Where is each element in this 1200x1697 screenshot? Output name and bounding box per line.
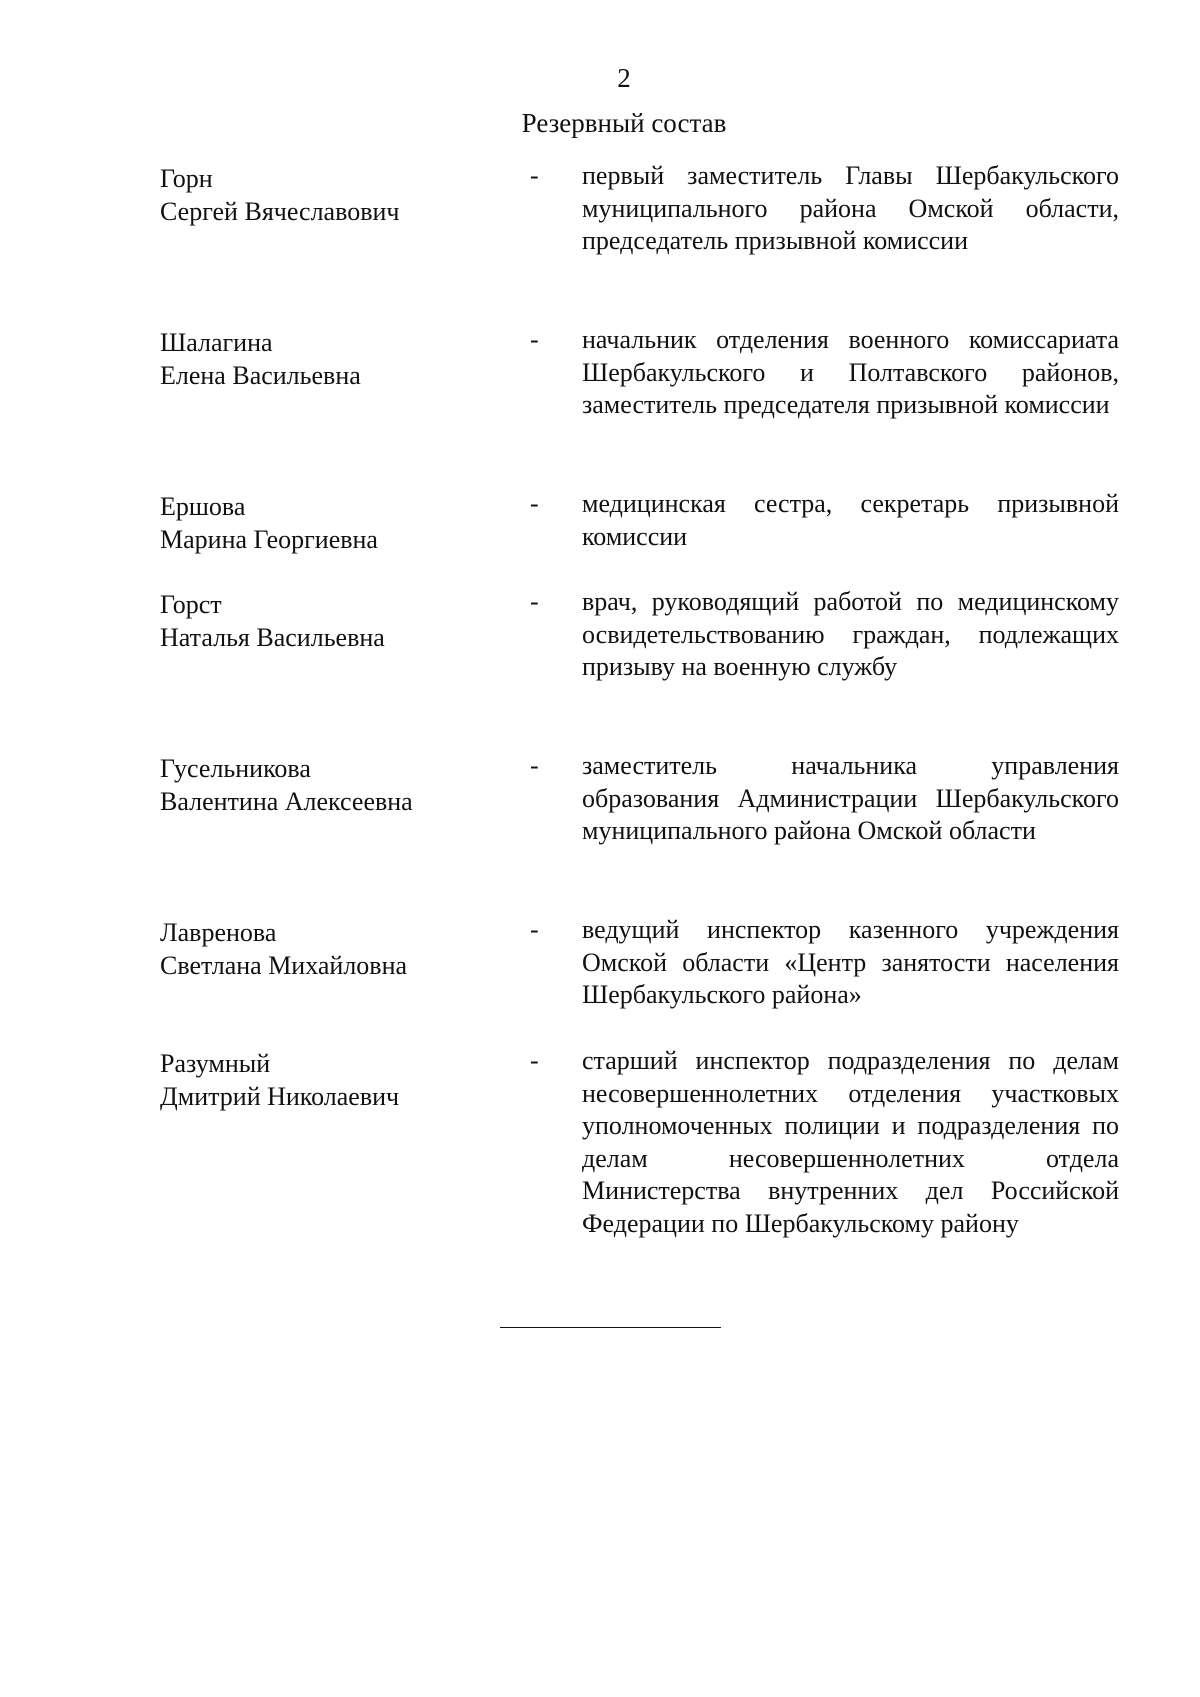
- member-role: начальник отделения военного комиссариата Шербакульского и Полтавского районов, заместитель председателя призывной комиссии: [582, 325, 1119, 419]
- page-number: 2: [617, 63, 631, 93]
- member-name: [160, 163, 490, 228]
- member-name: [160, 917, 490, 982]
- member-role: старший инспектор подразделения по делам несовершеннолетних отделения участковых уполномоченных полиции и подразделения по делам несовершеннолетних отдела Министерства внутренних дел Российской Федерации по Шербакульскому району: [582, 1046, 1119, 1238]
- member-given-names: Марина Георгиевна: [160, 524, 378, 554]
- member-dash: -: [530, 751, 539, 780]
- member-name: [160, 491, 490, 556]
- end-divider-line: [500, 1327, 721, 1328]
- member-row: [0, 488, 1200, 586]
- member-given-names: Валентина Алексеевна: [160, 786, 413, 816]
- member-surname: Горн: [160, 164, 213, 193]
- member-surname: Разумный: [160, 1049, 271, 1078]
- section-title: Резервный состав: [521, 108, 727, 138]
- member-dash: -: [530, 915, 539, 944]
- member-row: [0, 160, 1200, 324]
- member-row: [0, 324, 1200, 488]
- member-surname: Ершова: [160, 492, 246, 521]
- member-row: [0, 914, 1200, 1045]
- member-given-names: Наталья Васильевна: [160, 622, 385, 652]
- member-row: [0, 1045, 1200, 1285]
- member-dash: -: [530, 587, 539, 616]
- member-role: врач, руководящий работой по медицинскому освидетельствованию граждан, подлежащих призыву на военную службу: [582, 587, 1119, 681]
- member-name: [160, 1048, 490, 1113]
- member-dash: -: [530, 1046, 539, 1075]
- member-dash: -: [530, 161, 539, 190]
- member-surname: Лавренова: [160, 918, 277, 947]
- member-surname: Горст: [160, 590, 222, 619]
- member-row: [0, 750, 1200, 914]
- member-surname: Гусельникова: [160, 754, 311, 783]
- member-role: заместитель начальника управления образования Администрации Шербакульского муниципального района Омской области: [582, 751, 1119, 845]
- member-list: [0, 160, 1200, 1285]
- member-dash: -: [530, 325, 539, 354]
- member-role: ведущий инспектор казенного учреждения Омской области «Центр занятости населения Шербакульского района»: [582, 915, 1119, 1009]
- member-name: [160, 327, 490, 392]
- member-role: первый заместитель Главы Шербакульского муниципального района Омской области, председатель призывной комиссии: [582, 161, 1119, 255]
- member-dash: -: [530, 489, 539, 518]
- member-given-names: Сергей Вячеславович: [160, 196, 400, 226]
- member-name: [160, 753, 490, 818]
- member-surname: Шалагина: [160, 328, 273, 357]
- member-given-names: Дмитрий Николаевич: [160, 1081, 400, 1111]
- member-row: [0, 586, 1200, 750]
- member-given-names: Светлана Михайловна: [160, 950, 408, 980]
- member-given-names: Елена Васильевна: [160, 360, 361, 390]
- member-name: [160, 589, 490, 654]
- member-role: медицинская сестра, секретарь призывной комиссии: [582, 489, 1119, 551]
